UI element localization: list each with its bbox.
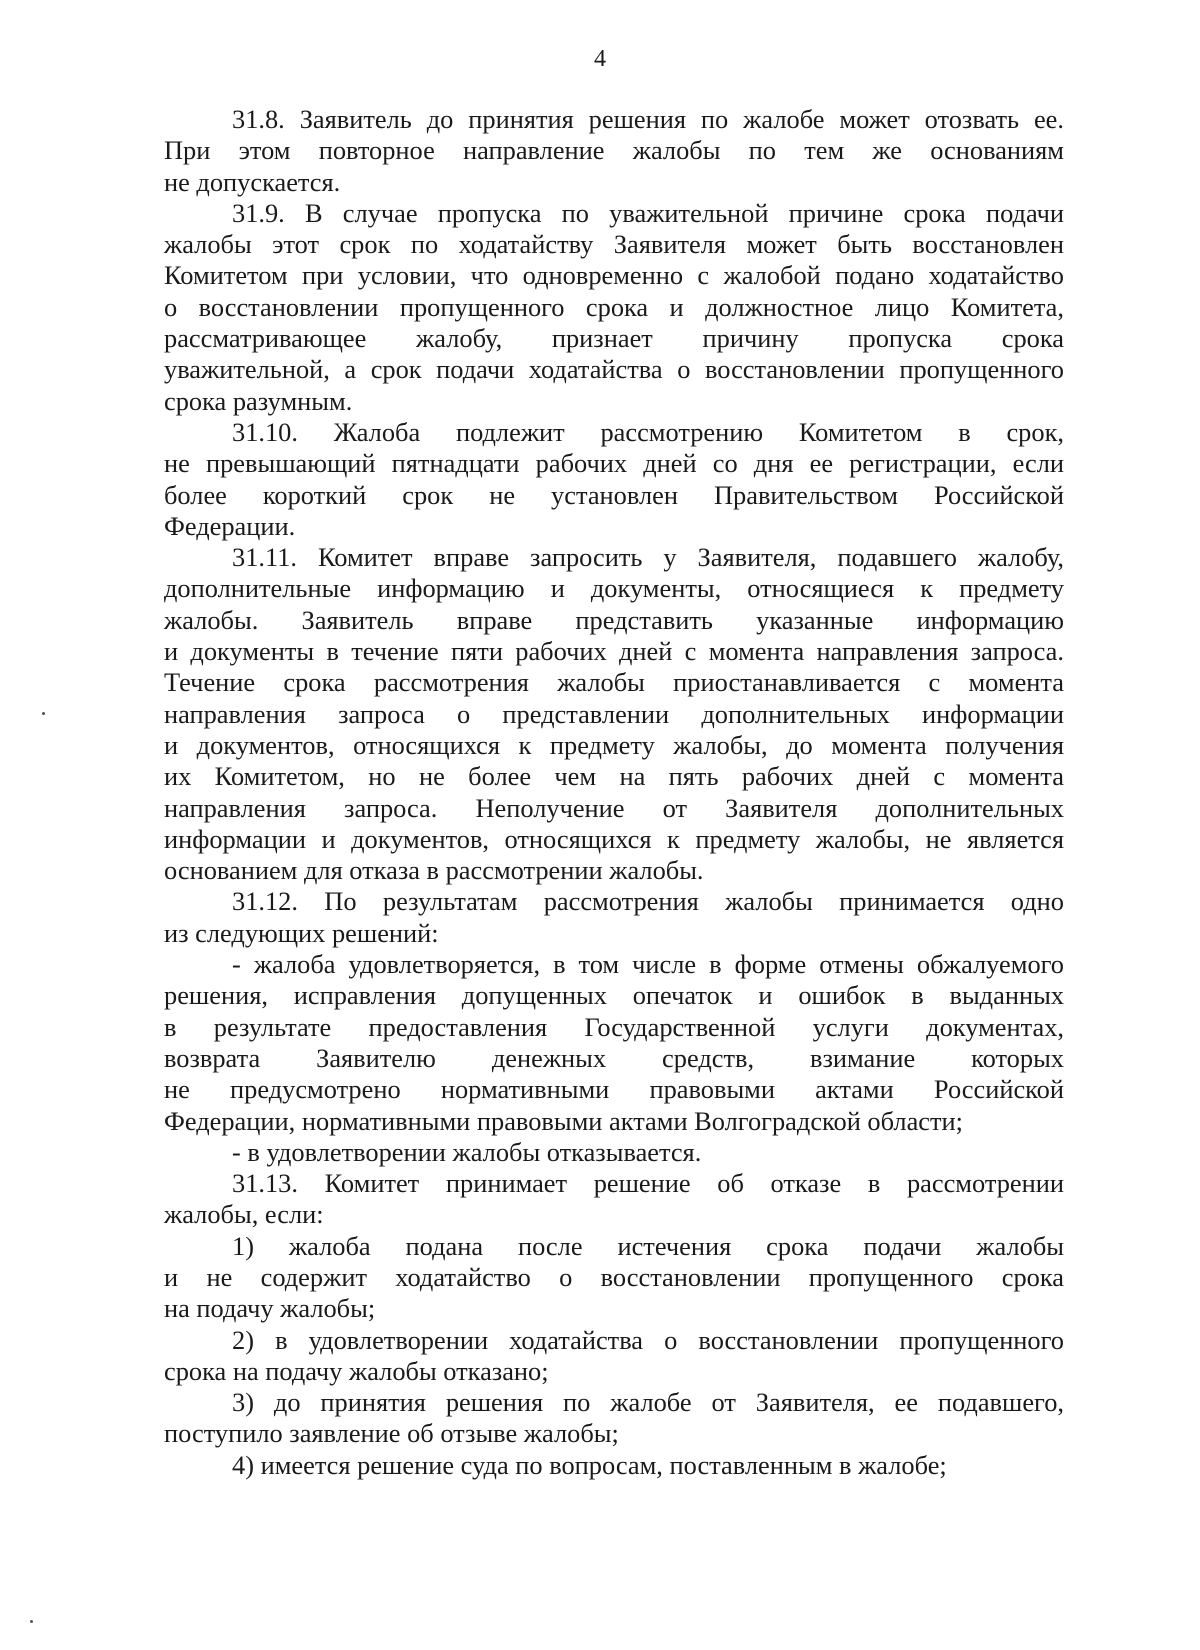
text-line: При этом повторное направление жалобы по тем же основаниям (164, 135, 1064, 166)
text-line: не допускается. (164, 166, 341, 197)
text-line: срока на подачу жалобы отказано; (164, 1355, 549, 1386)
text-line: 31.10. Жалоба подлежит рассмотрению Комитетом в срок, (232, 416, 1064, 447)
text-line: Федерации. (164, 510, 296, 541)
text-line: не превышающий пятнадцати рабочих дней со дня ее регистрации, если (164, 448, 1064, 479)
text-line: 2) в удовлетворении ходатайства о восстановлении пропущенного (232, 1324, 1064, 1355)
text-line: информации и документов, относящихся к предмету жалобы, не является (164, 823, 1064, 854)
text-line: и не содержит ходатайство о восстановлении пропущенного срока (164, 1261, 1064, 1292)
text-line: рассматривающее жалобу, признает причину пропуска срока (164, 323, 1064, 354)
text-line: о восстановлении пропущенного срока и должностное лицо Комитета, (164, 291, 1064, 322)
text-line: жалобы, если: (164, 1199, 324, 1230)
text-line: решения, исправления допущенных опечаток и ошибок в выданных (164, 980, 1064, 1011)
text-line: их Комитетом, но не более чем на пять рабочих дней с момента (164, 761, 1064, 792)
text-line: Федерации, нормативными правовыми актами Волгоградской области; (164, 1105, 963, 1136)
text-line: Комитетом при условии, что одновременно с жалобой подано ходатайство (164, 260, 1064, 291)
text-line: 31.11. Комитет вправе запросить у Заявителя, подавшего жалобу, (232, 542, 1064, 573)
text-line: 31.8. Заявитель до принятия решения по жалобе может отозвать ее. (232, 104, 1064, 134)
text-line: - жалоба удовлетворяется, в том числе в форме отмены обжалуемого (232, 949, 1064, 980)
text-line: и документы в течение пяти рабочих дней с момента направления запроса. (164, 636, 1064, 667)
text-line: жалобы. Заявитель вправе представить указанные информацию (164, 604, 1064, 635)
text-line: дополнительные информацию и документы, относящиеся к предмету (164, 573, 1064, 604)
text-line: Течение срока рассмотрения жалобы приостанавливается с момента (164, 667, 1064, 698)
text-line: направления запроса. Неполучение от Заявителя дополнительных (164, 792, 1064, 823)
text-line: более короткий срок не установлен Правительством Российской (164, 479, 1064, 510)
text-line: 31.13. Комитет принимает решение об отказе в рассмотрении (232, 1168, 1064, 1199)
scan-artifact-dot (30, 1620, 33, 1623)
text-line: 31.12. По результатам рассмотрения жалобы принимается одно (232, 886, 1064, 917)
text-line: не предусмотрено нормативными правовыми актами Российской (164, 1074, 1064, 1105)
text-line: срока разумным. (164, 385, 353, 416)
text-line: уважительной, а срок подачи ходатайства о восстановлении пропущенного (164, 354, 1064, 385)
text-line: основанием для отказа в рассмотрении жалобы. (164, 855, 704, 886)
text-line: - в удовлетворении жалобы отказывается. (232, 1136, 702, 1167)
text-line: 31.9. В случае пропуска по уважительной причине срока подачи (232, 197, 1064, 228)
text-line: 4) имеется решение суда по вопросам, поставленным в жалобе; (232, 1449, 947, 1480)
scan-artifact-dot (42, 712, 45, 715)
text-line: и документов, относящихся к предмету жалобы, до момента получения (164, 729, 1064, 760)
text-line: поступило заявление об отзыве жалобы; (164, 1418, 619, 1449)
document-body (164, 104, 1064, 1481)
text-line: возврата Заявителю денежных средств, взимание которых (164, 1042, 1064, 1073)
text-line: 3) до принятия решения по жалобе от Заявителя, ее подавшего, (232, 1387, 1064, 1418)
text-line: в результате предоставления Государственной услуги документах, (164, 1011, 1064, 1042)
text-line: 1) жалоба подана после истечения срока подачи жалобы (232, 1230, 1064, 1261)
text-line: жалобы этот срок по ходатайству Заявителя может быть восстановлен (164, 229, 1064, 260)
text-line: на подачу жалобы; (164, 1293, 376, 1324)
text-line: из следующих решений: (164, 917, 439, 948)
text-line: направления запроса о представлении дополнительных информации (164, 698, 1064, 729)
page-number: 4 (594, 46, 606, 72)
